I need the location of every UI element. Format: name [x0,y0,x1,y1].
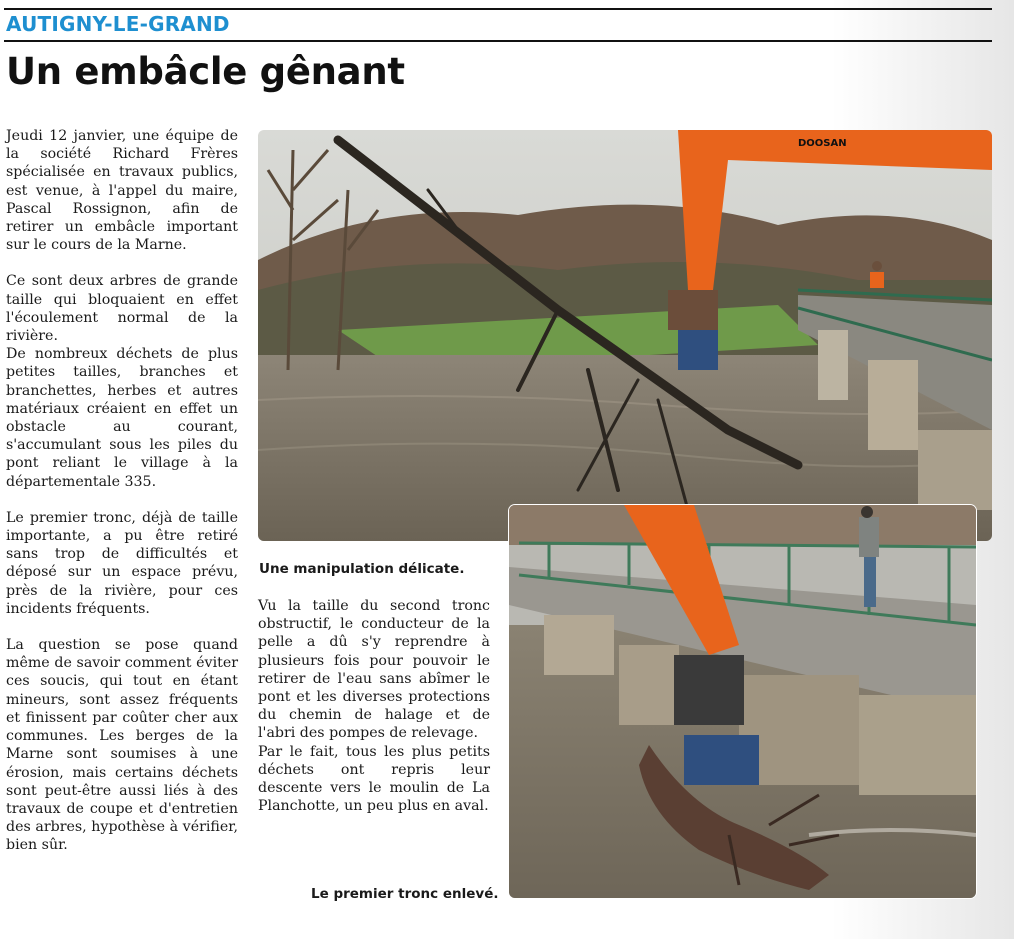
paragraph: Par le fait, tous les plus petits déchets ont repris leur descente vers le moulin de La Planchotte, un peu plus en aval. [258,743,490,815]
paragraph: La question se pose quand même de savoir comment éviter ces soucis, qui tout en étant mineurs, sont assez fréquents et finissent par coûter cher aux communes. Les berges de la Marne sont soumises à une érosion, mais certains déchets sont peut-être aussi liés à des travaux de coupe et d'entretien des arbres, hypothèse à vérifier, bien sûr. [6,637,238,854]
photo-manipulation-image [258,130,992,541]
photo-premier-tronc-image [509,505,976,898]
paragraph: Vu la taille du second tronc obstructif, le conducteur de la pelle a dû s'y reprendre à plusieurs fois pour pouvoir le retirer de l'eau sans abîmer le pont et les diverses protections du chemin de halage et de l'abri des pompes de relevage. [258,598,490,742]
section-kicker: AUTIGNY-LE-GRAND [6,12,230,36]
paragraph: Jeudi 12 janvier, une équipe de la société Richard Frères spécialisée en travaux publics, est venue, à l'appel du maire, Pascal Rossignon, afin de retirer un embâcle important sur le cours de la Marne. [6,128,238,254]
article-body-mid [258,597,490,815]
excavator-brand-label: DOOSAN [798,138,847,149]
article-body-left [6,127,238,873]
photo-caption-premier-tronc: Le premier tronc enlevé. [311,886,499,902]
photo-caption-manipulation: Une manipulation délicate. [259,561,465,577]
paragraph: Ce sont deux arbres de grande taille qui bloquaient en effet l'écoulement normal de la rivière. [6,273,238,345]
photo-manipulation [258,130,992,541]
top-rule [4,8,992,10]
photo-premier-tronc [509,505,976,898]
paragraph: De nombreux déchets de plus petites tailles, branches et branchettes, herbes et autres matériaux créaient en effet un obstacle au courant, s'accumulant sous les piles du pont reliant le village à la départementale 335. [6,346,238,490]
article-headline: Un embâcle gênant [6,50,405,93]
paragraph: Le premier tronc, déjà de taille importante, a pu être retiré sans trop de difficultés et déposé sur un espace prévu, près de la rivière, pour ces incidents fréquents. [6,509,238,617]
kicker-rule [4,40,992,42]
